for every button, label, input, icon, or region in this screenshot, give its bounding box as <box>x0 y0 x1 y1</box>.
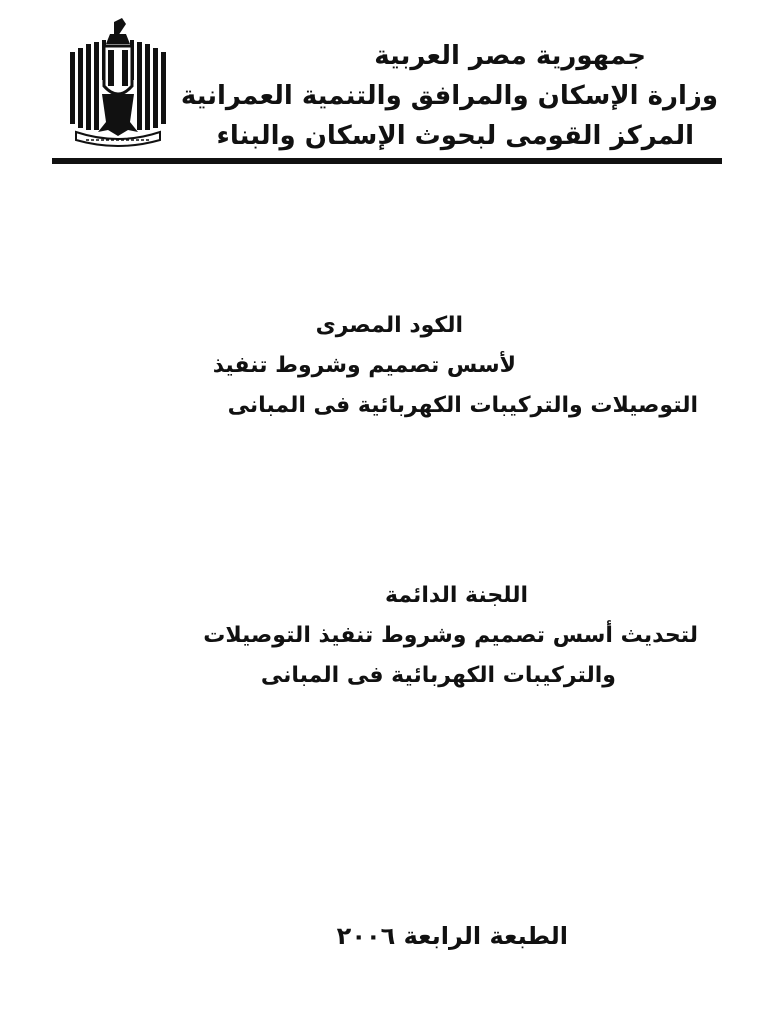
committee-section <box>78 576 698 696</box>
document-title <box>78 306 698 426</box>
egypt-eagle-emblem-icon <box>64 14 172 152</box>
title-line-3: التوصيلات والتركيبات الكهربائية فى المبانى <box>227 393 698 418</box>
title-line-1: الكود المصرى <box>315 313 463 338</box>
committee-line-1: اللجنة الدائمة <box>384 583 528 608</box>
committee-line-3: والتركيبات الكهربائية فى المبانى <box>260 663 616 688</box>
header-research-center: المركز القومى لبحوث الإسكان والبناء <box>216 121 694 151</box>
header-divider <box>52 158 722 164</box>
header-ministry: وزارة الإسكان والمرافق والتنمية العمرانية <box>180 81 718 111</box>
header-country: جمهورية مصر العربية <box>374 41 646 71</box>
edition-label: الطبعة الرابعة ٢٠٠٦ <box>336 922 568 950</box>
header <box>180 36 718 156</box>
title-line-2: لأسس تصميم وشروط تنفيذ <box>212 353 516 378</box>
committee-line-2: لتحديث أسس تصميم وشروط تنفيذ التوصيلات <box>203 623 698 648</box>
